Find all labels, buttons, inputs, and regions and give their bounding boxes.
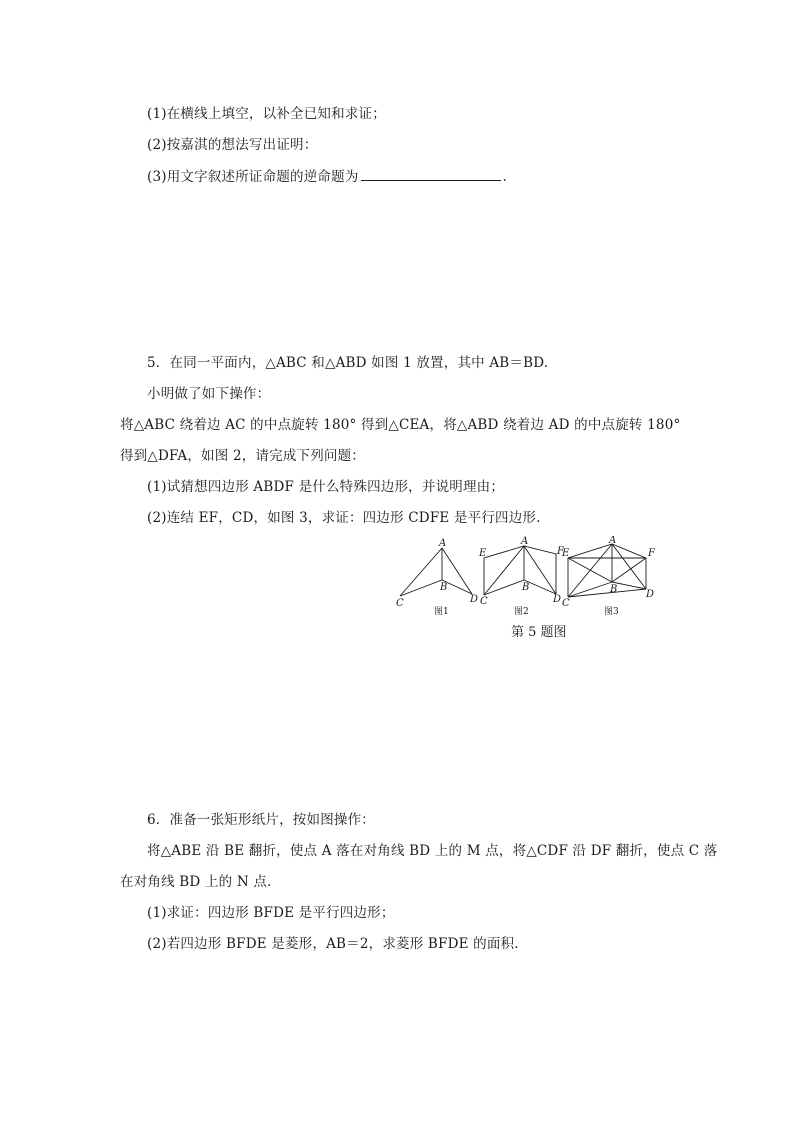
q6-line5: (2)若四边形 BFDE 是菱形，AB＝2，求菱形 BFDE 的面积.	[147, 936, 519, 952]
q6-line4: (1)求证：四边形 BFDE 是平行四边形；	[147, 905, 395, 921]
fig1-label-c: C	[396, 598, 404, 609]
fig1-edge-ca	[400, 548, 442, 596]
answer-blank	[361, 166, 501, 181]
fig2-label-d: D	[553, 594, 562, 605]
q5-line6: (2)连结 EF，CD，如图 3，求证：四边形 CDFE 是平行四边形.	[147, 510, 541, 526]
fig3-edge-fb	[612, 558, 646, 582]
fig3-label-f: F	[648, 548, 655, 559]
fig3-caption: 图3	[604, 607, 619, 617]
q6-line2: 将△ABE 沿 BE 翻折，使点 A 落在对角线 BD 上的 M 点，将△CDF 沿 DF 翻折，使点 C 落	[147, 843, 718, 859]
fig3-outline	[568, 544, 646, 597]
fig1-label-a: A	[439, 538, 447, 549]
q4-part1: (1)在横线上填空，以补全已知和求证；	[147, 106, 386, 122]
q4-part3-text: (3)用文字叙述所证命题的逆命题为	[147, 169, 359, 185]
q5-figure-caption: 第 5 题图	[511, 625, 567, 640]
fig3-edge-eb	[568, 558, 612, 582]
q4-part3-end: .	[502, 169, 508, 185]
q5-figure	[390, 536, 670, 618]
q5-line4: 得到△DFA，如图 2，请完成下列问题：	[120, 448, 366, 464]
fig3-label-d: D	[646, 589, 655, 600]
fig2-label-e: E	[479, 548, 487, 559]
fig3-label-e: E	[562, 548, 570, 559]
q4-part2: (2)按嘉淇的想法写出证明：	[147, 137, 318, 153]
fig2-label-c: C	[480, 596, 488, 607]
q5-line5: (1)试猜想四边形 ABDF 是什么特殊四边形，并说明理由；	[147, 479, 505, 495]
fig2-outline	[484, 546, 556, 595]
fig2-label-b: B	[522, 582, 530, 593]
fig2-label-a: A	[521, 536, 529, 547]
fig2-caption: 图2	[514, 607, 529, 617]
q4-part3	[147, 166, 507, 187]
fig3-label-b: B	[610, 584, 618, 595]
fig1-label-d: D	[470, 594, 479, 605]
fig3-label-c: C	[562, 598, 570, 609]
fig1-edge-cb	[400, 580, 442, 596]
q5-line1: 5．在同一平面内，△ABC 和△ABD 如图 1 放置，其中 AB＝BD.	[147, 355, 549, 371]
fig1-label-b: B	[440, 582, 448, 593]
q6-line1: 6．准备一张矩形纸片，按如图操作：	[147, 812, 375, 828]
fig3-label-a: A	[609, 536, 617, 546]
fig2-label-f: F	[557, 546, 564, 557]
q5-line3: 将△ABC 绕着边 AC 的中点旋转 180° 得到△CEA，将△ABD 绕着边 AD 的中点旋转 180°	[120, 417, 681, 433]
q5-line2: 小明做了如下操作：	[147, 386, 271, 402]
fig1-caption: 图1	[434, 607, 449, 617]
q6-line3: 在对角线 BD 上的 N 点.	[120, 874, 272, 890]
